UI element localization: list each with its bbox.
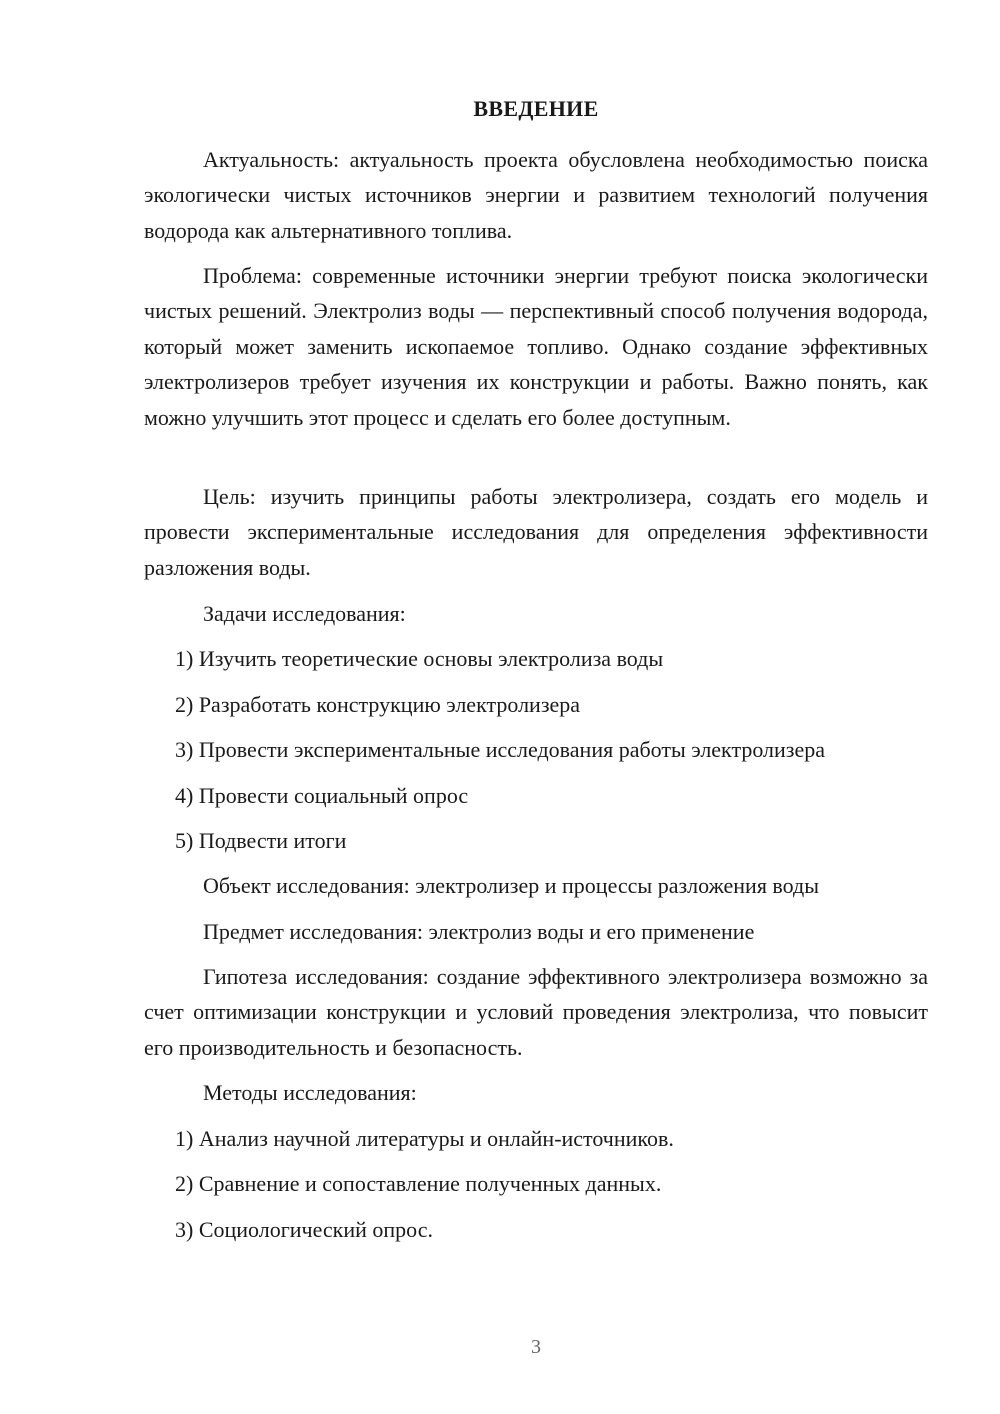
object-line: Объект исследования: электролизер и процессы разложения воды [203, 873, 820, 898]
task-item: 4) Провести социальный опрос [175, 782, 469, 808]
subject-line: Предмет исследования: электролиз воды и его применение [203, 918, 755, 944]
page-number: 3 [531, 1336, 541, 1358]
task-item: 5) Подвести итоги [175, 828, 347, 853]
tasks-heading: Задачи исследования: [203, 601, 406, 626]
method-item: 3) Социологический опрос. [175, 1216, 433, 1242]
method-item: 1) Анализ научной литературы и онлайн-источников. [175, 1125, 674, 1151]
methods-heading: Методы исследования: [203, 1080, 417, 1105]
task-item: 1) Изучить теоретические основы электролиза воды [175, 646, 664, 671]
hypothesis-paragraph: Гипотеза исследования: создание эффективного электролизера возможно за счет оптимизации конструкции и условий проведения электролиза, что повысит его производительность и безопасность. [144, 964, 928, 1060]
goal-block [144, 479, 928, 585]
methods-block [144, 1075, 928, 1247]
relevance-paragraph: Актуальность: актуальность проекта обусловлена необходимостью поиска экологически чистых источников энергии и развитием технологий получения водорода как альтернативного топлива. [144, 147, 928, 243]
object-block [144, 868, 928, 949]
method-item: 2) Сравнение и сопоставление полученных данных. [175, 1171, 662, 1196]
task-item: 3) Провести экспериментальные исследования работы электролизера [175, 737, 826, 762]
relevance-block [144, 142, 928, 248]
section-title: ВВЕДЕНИЕ [473, 96, 599, 121]
problem-paragraph: Проблема: современные источники энергии требуют поиска экологически чистых решений. Электролиз воды — перспективный способ получения водорода, который может заменить ископаемое топливо. Однако создание эффективных электролизеров требует изучения их конструкции и работы. Важно понять, как можно улучшить этот процесс и сделать его более доступным. [144, 263, 928, 430]
task-item: 2) Разработать конструкцию электролизера [175, 691, 581, 717]
goal-paragraph: Цель: изучить принципы работы электролизера, создать его модель и провести экспериментальные исследования для определения эффективности разложения воды. [144, 484, 928, 580]
tasks-block [144, 596, 928, 858]
hypothesis-block [144, 959, 928, 1065]
problem-block [144, 258, 928, 435]
